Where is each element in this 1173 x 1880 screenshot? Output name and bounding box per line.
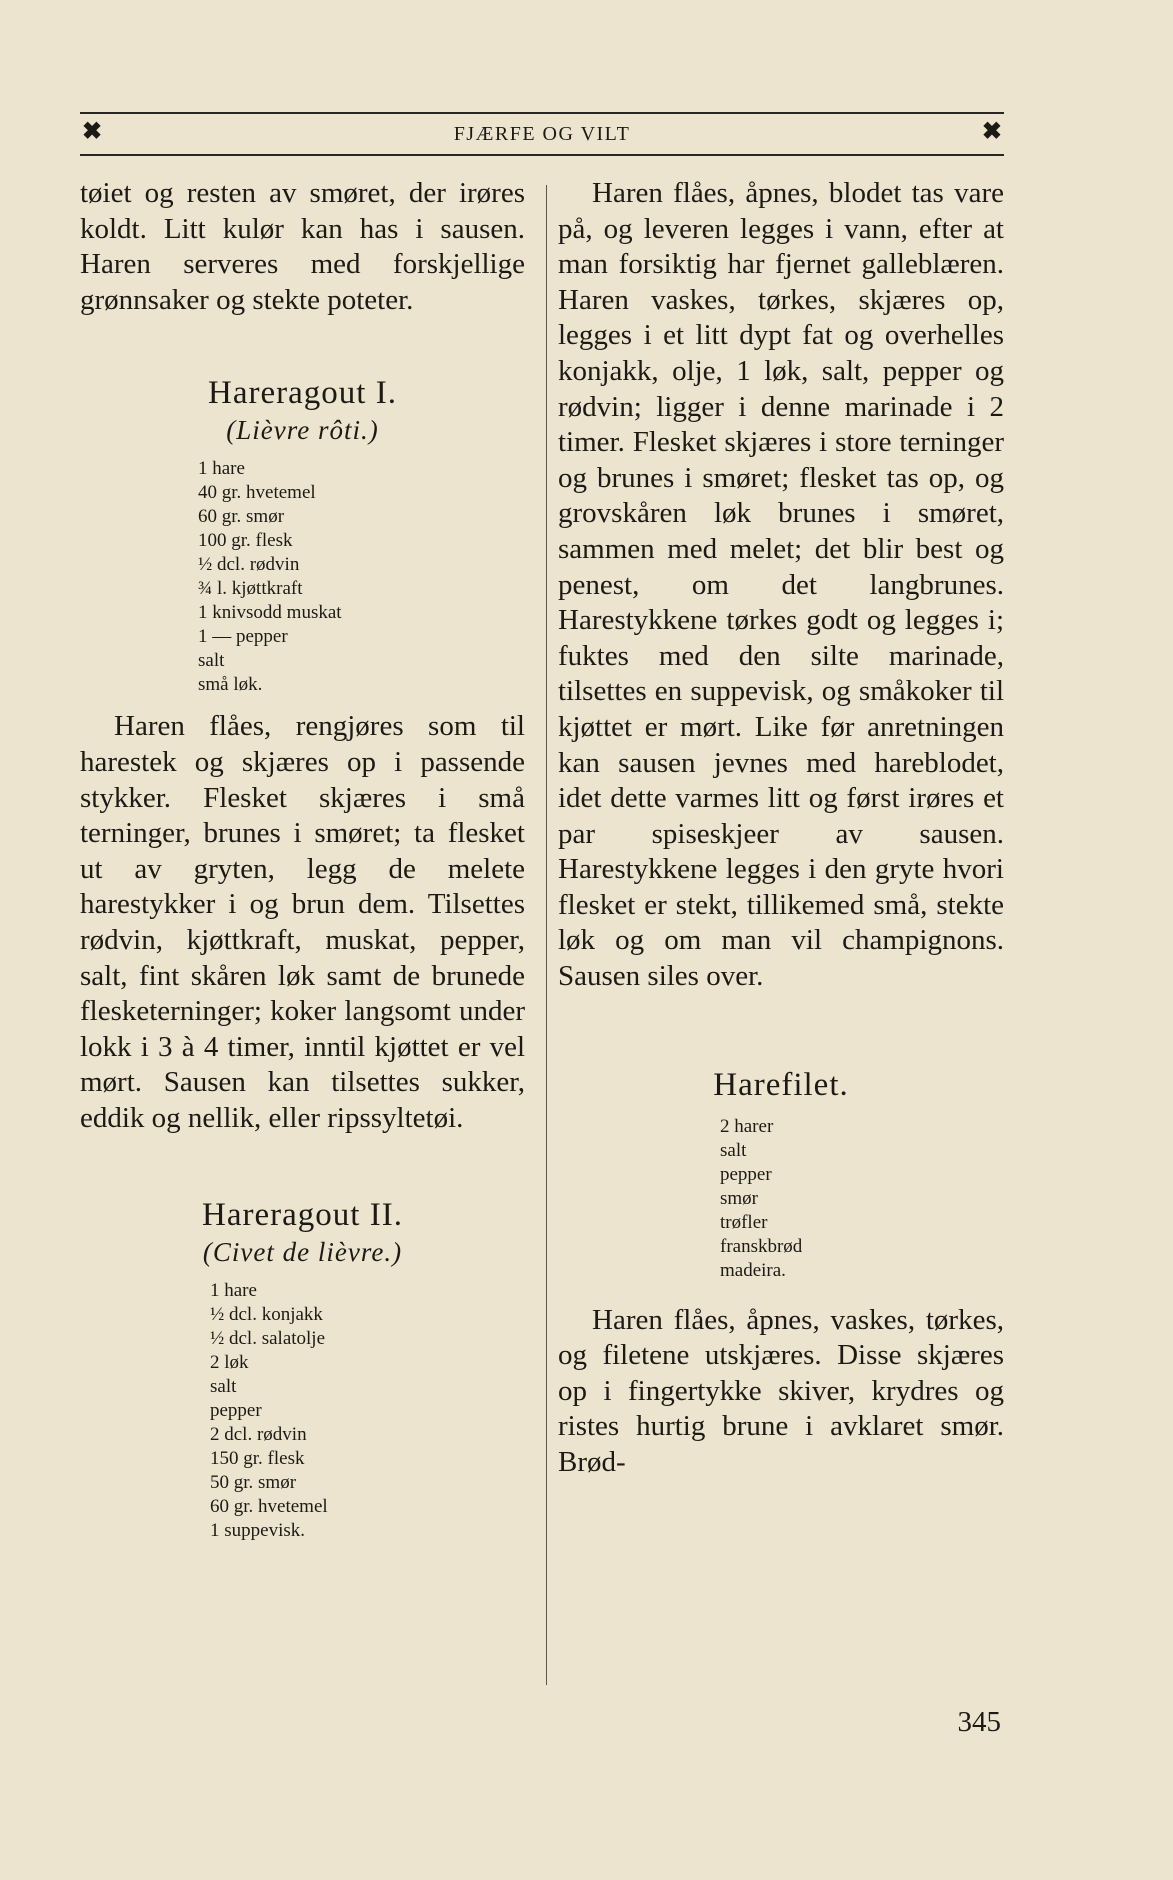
method-text-harefilet: Haren flåes, åpnes, vaskes, tørkes, og filetene utskjæres. Disse skjæres op i fingertykke skiver, krydres og ristes hurtig brune i avklaret smør. Brød- [558, 1303, 1004, 1479]
left-column [80, 176, 525, 1543]
ingredient-item: madeira. [720, 1259, 786, 1281]
ingredient-item: ½ dcl. konjakk [210, 1303, 323, 1325]
ingredient-item: små løk. [198, 674, 263, 696]
recipe-title-hareragout-2: Hareragout II. [202, 1196, 403, 1233]
ingredient-item: 100 gr. flesk [198, 530, 293, 552]
right-column [558, 176, 1004, 1481]
continued-text: tøiet og resten av smøret, der irøres koldt. Litt kulør kan has i sausen. Haren serveres med forskjellige grønnsaker og stekte poteter. [80, 177, 525, 316]
ingredient-item: smør [720, 1187, 758, 1209]
ingredient-item: 1 knivsodd muskat [198, 602, 342, 624]
ingredient-item: 1 suppevisk. [210, 1519, 305, 1541]
ingredient-item: ¾ l. kjøttkraft [198, 578, 303, 600]
ingredient-item: trøfler [720, 1211, 768, 1233]
method-text-hareragout-1: Haren flåes, rengjøres som til harestek og skjæres op i passende stykker. Flesket skjæres i små terninger, brunes i smøret; ta flesket ut av gryten, legg de melete harestykker i og brun dem. Tilsettes rødvin, kjøttkraft, muskat, pepper, salt, fint skåren løk samt de brunede flesketerninger; koker langsomt under lokk i 3 à 4 timer, inntil kjøttet er vel mørt. Sausen kan tilsettes sukker, eddik og nellik, eller ripssyltetøi. [80, 710, 525, 1134]
ingredient-item: pepper [210, 1399, 262, 1421]
recipe-subtitle-hareragout-2: (Civet de lièvre.) [202, 1236, 403, 1267]
ingredient-item: 1 hare [198, 458, 245, 480]
recipe-title-hareragout-1: Hareragout I. [208, 375, 397, 412]
recipe-title-harefilet: Harefilet. [713, 1066, 849, 1103]
ingredient-item: 2 dcl. rødvin [210, 1423, 307, 1445]
ingredient-item: salt [210, 1375, 237, 1397]
running-head-title: FJÆRFE OG VILT [453, 123, 631, 145]
ingredient-item: ½ dcl. rødvin [198, 554, 300, 576]
ingredient-item: 60 gr. smør [198, 506, 285, 528]
ingredient-list-hareragout-2 [210, 1279, 525, 1543]
ingredient-list-hareragout-1 [198, 457, 525, 697]
ingredient-item: 150 gr. flesk [210, 1447, 305, 1469]
ingredient-item: salt [198, 650, 225, 672]
ornament-right-icon: ✖ [981, 119, 1002, 145]
ingredient-item: salt [720, 1139, 747, 1161]
ingredient-list-harefilet [720, 1115, 1004, 1283]
ornament-left-icon: ✖ [82, 119, 103, 145]
ingredient-item: 1 — pepper [198, 626, 288, 648]
ingredient-item: 60 gr. hvetemel [210, 1495, 328, 1517]
running-head [80, 112, 1004, 156]
ingredient-item: 2 harer [720, 1115, 774, 1137]
ingredient-item: ½ dcl. salatolje [210, 1327, 326, 1349]
method-text-hareragout-2: Haren flåes, åpnes, blodet tas vare på, og leveren legges i vann, efter at man forsiktig har fjernet galleblæren. Haren vaskes, tørkes, skjæres op, legges i et litt dypt fat og overhelles konjakk, olje, 1 løk, salt, pepper og rødvin; ligger i denne marinade i 2 timer. Flesket skjæres i store terninger og brunes i smøret; flesket tas op, og grovskåren løk brunes i smøret, sammen med melet; det blir best og penest, om det langbrunes. Harestykkene tørkes godt og legges i; fuktes med den silte marinade, tilsettes en suppevisk, og småkoker til kjøttet er mørt. Like før anretningen kan sausen jevnes med hareblodet, idet dette varmes litt og først irøres et par spiseskjeer av sausen. Harestykkene legges i den gryte hvori flesket er stekt, tillikemed små, stekte løk og om man vil champignons. Sausen siles over. [558, 177, 1004, 993]
ingredient-item: 50 gr. smør [210, 1471, 297, 1493]
ingredient-item: franskbrød [720, 1235, 803, 1257]
recipe-subtitle-hareragout-1: (Lièvre rôti.) [226, 415, 379, 446]
ingredient-item: 40 gr. hvetemel [198, 482, 316, 504]
ingredient-item: 2 løk [210, 1351, 249, 1373]
page-number: 345 [957, 1706, 1001, 1738]
ingredient-item: pepper [720, 1163, 772, 1185]
ingredient-item: 1 hare [210, 1279, 257, 1301]
column-divider [546, 185, 547, 1685]
